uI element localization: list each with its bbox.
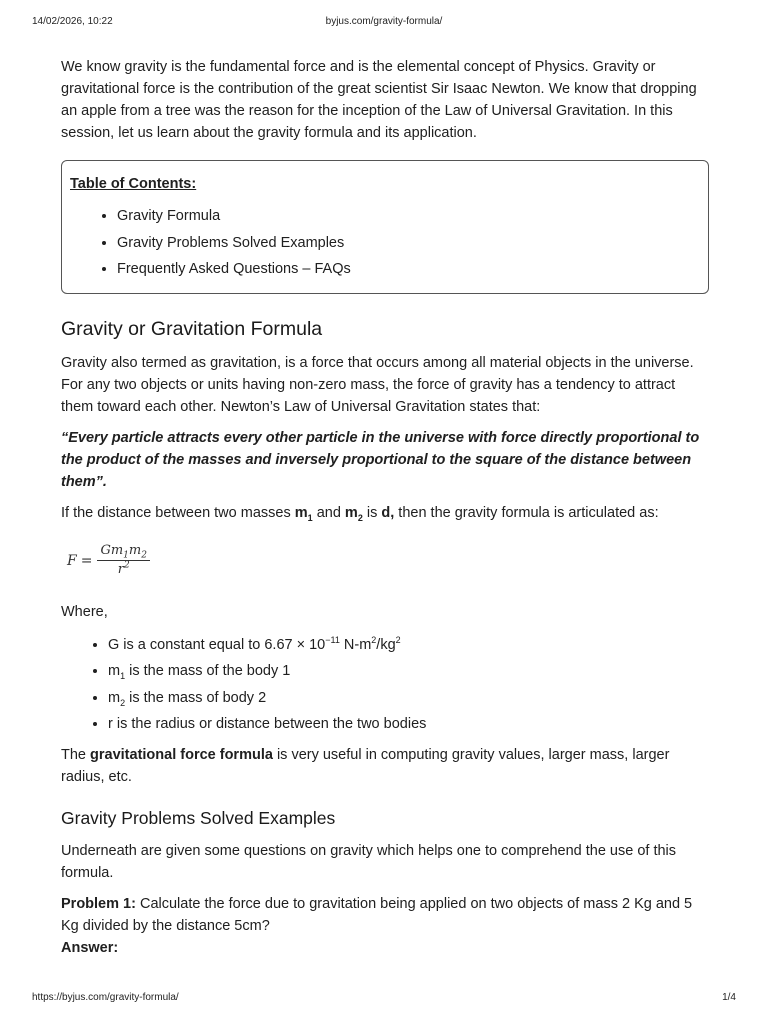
- gravity-definition-paragraph: Gravity also termed as gravitation, is a force that occurs among all material objects in the universe. For any two objects or units having non-zero mass, the force of gravity has a tendency to attract them toward each other. Newton’s Law of Universal Gravitation states that:: [61, 354, 694, 415]
- gravity-formula: [67, 533, 709, 589]
- where-label: Where,: [61, 603, 108, 620]
- distance-sentence: If the distance between two masses $m_1$ and $m_2$ is d, then the gravity formula is articulated as:: [61, 504, 659, 523]
- definition-r: • r is the radius or distance between the two bodies: [108, 711, 709, 738]
- formula-denominator: $r^2$: [117, 560, 130, 577]
- formula-fraction: [97, 542, 150, 579]
- print-url: byjus.com/gravity-formula/: [325, 16, 443, 27]
- definition-m1: • $m_1$ is the mass of the body 1: [108, 658, 709, 685]
- newton-law-quote: “Every particle attracts every other particle in the universe with force directly proportional to the product of the masses and inversely proportional to the square of the distance between them”.: [61, 429, 700, 490]
- toc-item-gravity-formula[interactable]: • Gravity Formula: [117, 203, 700, 230]
- table-of-contents: [61, 160, 709, 294]
- definition-m2: • $m_2$ is the mass of body 2: [108, 685, 709, 712]
- toc-title: Table of Contents:: [70, 176, 197, 192]
- formula-equals: =: [80, 552, 93, 569]
- formula-numerator: $Gm_1m_2$: [97, 542, 150, 561]
- problem-1-text: Calculate the force due to gravitation being applied on two objects of mass 2 Kg and 5 Kg divided by the distance 5cm?: [61, 895, 693, 934]
- page-number: 1/4: [722, 992, 736, 1003]
- problem-1-label: Problem 1:: [61, 895, 136, 912]
- print-header: [32, 16, 736, 30]
- footer-page-link[interactable]: https://byjus.com/gravity-formula/: [32, 992, 179, 1003]
- toc-list: [70, 203, 700, 283]
- section-heading-gravitation-formula: Gravity or Gravitation Formula: [61, 317, 323, 340]
- toc-item-faqs[interactable]: • Frequently Asked Questions – FAQs: [117, 256, 700, 283]
- print-footer: [32, 992, 736, 1006]
- answer-label: Answer:: [61, 939, 119, 956]
- formula-usefulness-paragraph: The gravitational force formula is very useful in computing gravity values, larger mass, larger radius, etc.: [61, 746, 670, 785]
- problem-1: [61, 893, 709, 937]
- section-heading-solved-examples: Gravity Problems Solved Examples: [61, 807, 336, 828]
- print-date: 14/02/2026, 10:22: [32, 16, 113, 27]
- toc-item-solved-examples[interactable]: • Gravity Problems Solved Examples: [117, 230, 700, 257]
- definition-g: • G is a constant equal to $6.67 \times 10^{-11}$ $N-m^2/kg^2$: [108, 632, 709, 659]
- formula-lhs: F: [67, 552, 77, 569]
- variable-definitions: [61, 632, 709, 738]
- article-content: [61, 56, 709, 968]
- examples-intro-paragraph: Underneath are given some questions on gravity which helps one to comprehend the use of this formula.: [61, 842, 677, 881]
- intro-paragraph: We know gravity is the fundamental force and is the elemental concept of Physics. Gravity or gravitational force is the contribution of the great scientist Sir Isaac Newton. We know that dropping an apple from a tree was the reason for the inception of the Law of Universal Gravitation. In this session, let us learn about the gravity formula and its application.: [61, 59, 697, 141]
